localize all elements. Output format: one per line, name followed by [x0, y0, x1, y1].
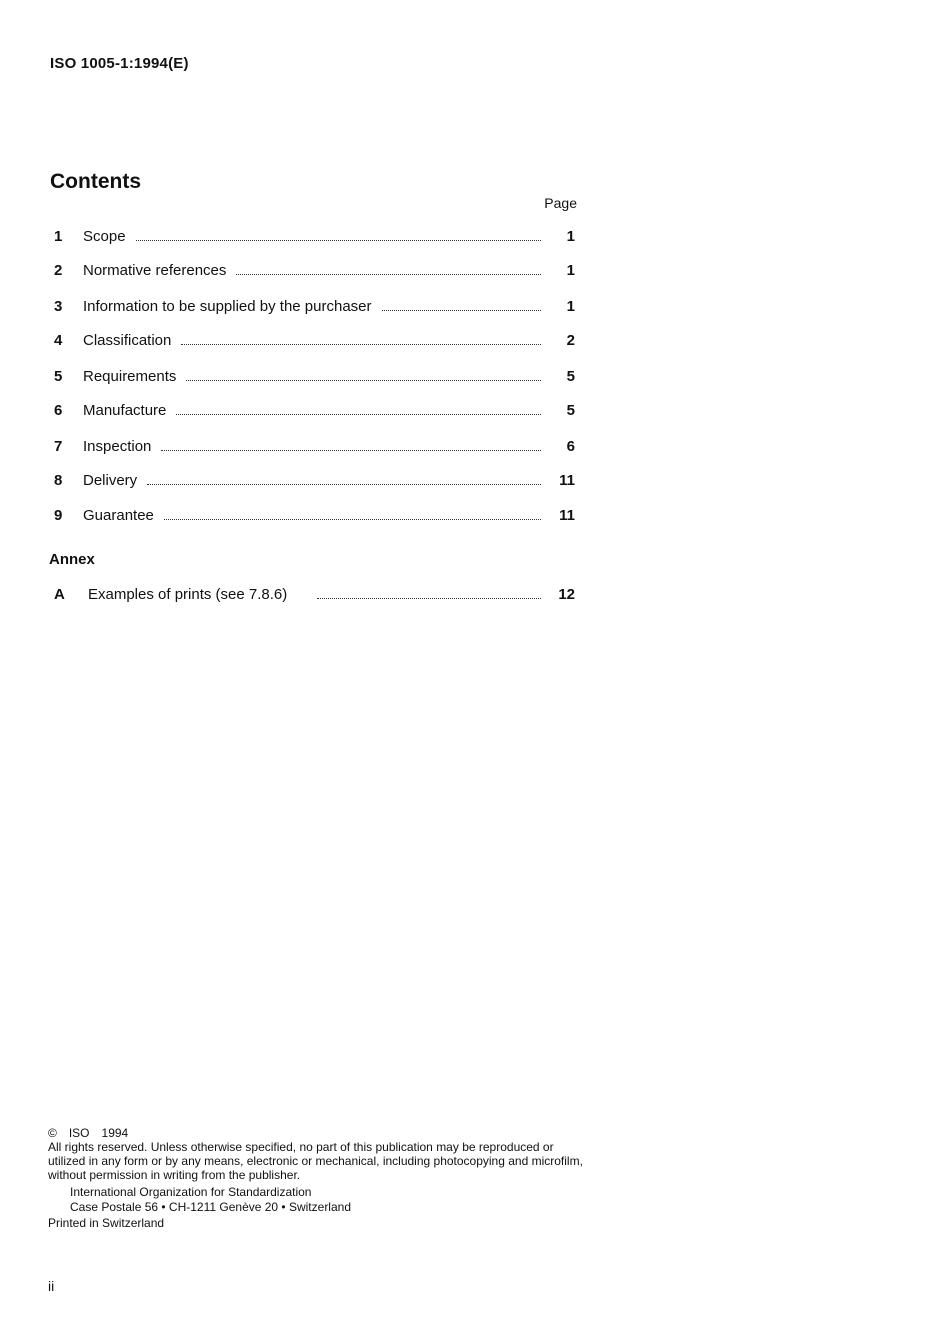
dot-leader: [147, 484, 541, 485]
toc-entry-number: 8: [54, 472, 63, 489]
toc-entry-title: Normative references: [83, 262, 227, 279]
toc-entry-4[interactable]: [50, 332, 575, 349]
toc-entry-title: Classification: [83, 332, 172, 349]
copyright-year: 1994: [101, 1126, 129, 1140]
page-number: ii: [48, 1278, 55, 1294]
toc-entry-page: 11: [559, 507, 575, 524]
toc-entry-page: 5: [566, 402, 575, 419]
toc-entry-title: Delivery: [83, 472, 138, 489]
toc-entry-7[interactable]: [50, 438, 575, 455]
toc-entry-title: Manufacture: [83, 402, 167, 419]
toc-entry-number: 7: [54, 438, 63, 455]
toc-entry-5[interactable]: [50, 368, 575, 385]
toc-entry-number: 1: [54, 228, 63, 245]
toc-entry-page: 11: [559, 472, 575, 489]
copyright-notice: [48, 1126, 588, 1230]
copyright-symbol: ©: [48, 1126, 57, 1140]
toc-entry-title: Guarantee: [83, 507, 154, 524]
toc-entry-8[interactable]: [50, 472, 575, 489]
dot-leader: [136, 240, 541, 241]
toc-entry-page: 6: [566, 438, 575, 455]
printed-in: Printed in Switzerland: [48, 1216, 165, 1230]
toc-entry-1[interactable]: [50, 228, 575, 245]
toc-entry-number: 3: [54, 298, 63, 315]
toc-entry-number: A: [54, 586, 65, 603]
annex-entry-a[interactable]: [50, 586, 575, 603]
dot-leader: [382, 310, 541, 311]
toc-entry-title: Information to be supplied by the purchaser: [83, 298, 372, 315]
document-id: ISO 1005-1:1994(E): [50, 55, 189, 72]
toc-entry-title: Requirements: [83, 368, 177, 385]
toc-entry-number: 2: [54, 262, 63, 279]
dot-leader: [164, 519, 541, 520]
toc-entry-9[interactable]: [50, 507, 575, 524]
organization-name: International Organization for Standardization: [70, 1185, 312, 1199]
dot-leader: [236, 274, 541, 275]
toc-entry-page: 1: [566, 228, 575, 245]
toc-entry-2[interactable]: [50, 262, 575, 279]
dot-leader: [176, 414, 541, 415]
page-column-label: Page: [544, 195, 577, 211]
toc-entry-number: 4: [54, 332, 63, 349]
organization-address: Case Postale 56 • CH-1211 Genève 20 • Switzerland: [70, 1200, 351, 1214]
toc-entry-number: 6: [54, 402, 63, 419]
toc-entry-number: 9: [54, 507, 63, 524]
toc-entry-number: 5: [54, 368, 63, 385]
toc-entry-title: Examples of prints (see 7.8.6): [88, 586, 288, 603]
toc-entry-page: 1: [566, 262, 575, 279]
dot-leader: [317, 598, 541, 599]
toc-entry-3[interactable]: [50, 298, 575, 315]
toc-entry-page: 2: [566, 332, 575, 349]
toc-entry-page: 5: [566, 368, 575, 385]
toc-entry-6[interactable]: [50, 402, 575, 419]
rights-statement: All rights reserved. Unless otherwise specified, no part of this publication may be reproduced or utilized in any form or by any means, electronic or mechanical, including photocopying and microfilm, without permission in writing from the publisher.: [48, 1140, 583, 1182]
annex-heading: Annex: [49, 551, 95, 568]
toc-entry-title: Scope: [83, 228, 126, 245]
toc-entry-title: Inspection: [83, 438, 152, 455]
copyright-line: [48, 1126, 588, 1140]
dot-leader: [186, 380, 541, 381]
copyright-holder: ISO: [68, 1126, 90, 1140]
dot-leader: [181, 344, 541, 345]
dot-leader: [161, 450, 541, 451]
toc-entry-page: 12: [558, 586, 575, 603]
toc-entry-page: 1: [566, 298, 575, 315]
contents-title: Contents: [50, 170, 141, 193]
